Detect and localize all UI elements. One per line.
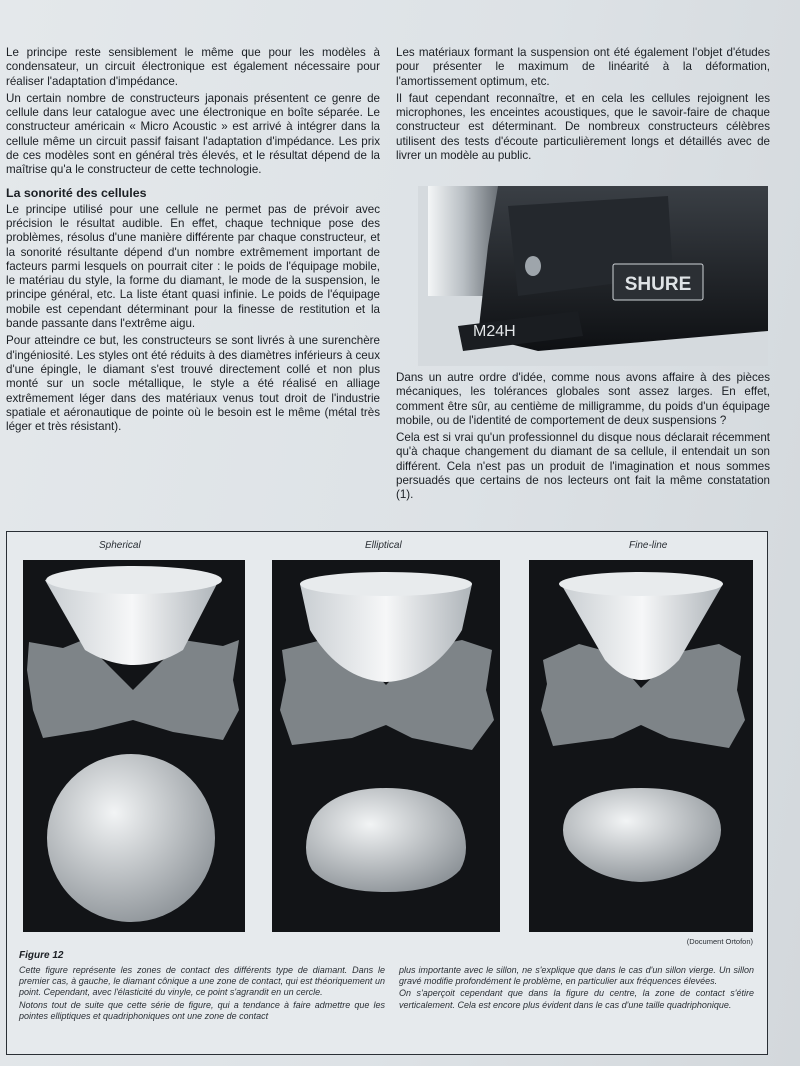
paragraph: Les matériaux formant la suspension ont été également l'objet d'études pour présenter le maximum de linéarité à la déformation, l'amortissement optimum, etc. bbox=[396, 46, 770, 88]
right-column-bottom bbox=[396, 371, 770, 506]
paragraph: Cela est si vrai qu'un professionnel du disque nous déclarait récemment qu'à chaque changement du diamant de sa cellule, il entendait un son différent. Cela n'est pas un produit de l'imagination et nous sommes persuadés que certains de nos lecteurs ont fait la même constatation (1). bbox=[396, 431, 770, 502]
figure-12 bbox=[6, 531, 768, 1055]
panel-spherical bbox=[23, 560, 245, 932]
paragraph: Un certain nombre de constructeurs japonais présentent ce genre de cellule dans leur catalogue avec une électronique en boîte séparée. Le constructeur américain « Micro Acoustic » est arrivé à intégrer dans la cellule même un circuit passif faisant l'adaptation d'impédance. Les prix de ces modèles sont en général très élevés, et le résultat dépend de la maîtrise qu'a le constructeur de cette technologie. bbox=[6, 91, 380, 177]
brand-text: SHURE bbox=[624, 274, 692, 295]
panel-fine-line bbox=[529, 560, 753, 932]
model-text: M24H bbox=[473, 323, 516, 340]
panel-elliptical bbox=[272, 560, 500, 932]
paragraph: Le principe utilisé pour une cellule ne permet pas de prévoir avec précision le résultat audible. En effet, chaque technique pose des problèmes, résolus d'une manière différente par chaque constructeur, et la sonorité résultante dépend d'un nombre extrêmement important de facteurs parmi lesquels on pourrait citer : le poids de l'équipage mobile, le matériau du style, la forme du diamant, le mode de la suspension, le principe général, etc. La liste étant quasi infinie. Le poids de l'équipage mobile est cependant déterminant pour la finesse de restitution et la bande passante dans l'extrême aigu. bbox=[6, 202, 380, 331]
caption-paragraph: On s'aperçoit cependant que dans la figure du centre, la zone de contact s'étire verticalement. Cela est encore plus évident dans le cas d'une taille quadriphonique. bbox=[399, 988, 754, 1010]
paragraph: Il faut cependant reconnaître, et en cela les cellules rejoignent les microphones, les enceintes acoustiques, que le savoir-faire de chaque constructeur est déterminant. De nombreux constructeurs célèbres utilisent des tests d'écoute particulièrement longs et détaillés avec de livrer un modèle au public. bbox=[396, 91, 770, 163]
section-heading: La sonorité des cellules bbox=[6, 185, 147, 200]
label-fine-line: Fine-line bbox=[629, 540, 668, 551]
paragraph: Dans un autre ordre d'idée, comme nous avons affaire à des pièces mécaniques, les tolérances globales sont assez larges. En effet, comment être sûr, au centième de milligramme, du poids d'un équipage mobile, ou de l'identité de comportement de deux suspensions ? bbox=[396, 371, 770, 427]
caption-left bbox=[19, 965, 385, 1023]
cartridge-photo bbox=[418, 186, 768, 366]
caption-right bbox=[399, 965, 754, 1012]
cartridge-illustration bbox=[418, 186, 768, 366]
left-column bbox=[6, 46, 380, 437]
label-elliptical: Elliptical bbox=[365, 540, 402, 551]
figure-credit: (Document Ortofon) bbox=[686, 937, 753, 946]
label-spherical: Spherical bbox=[99, 540, 141, 551]
paragraph: Pour atteindre ce but, les constructeurs se sont livrés à une surenchère d'ingéniosité. Les styles ont été réduits à des diamètres inférieurs à ceux d'une épingle, le diamant s'est trouvé directement collé et non plus monté sur un socle métallique, le style a été réalisé en alliage extrêmement léger dans des matériaux venus tout droit de l'industrie spatiale et aéronautique de pointe où le besoin est le même (métal très léger et très résistant). bbox=[6, 334, 380, 434]
caption-paragraph: plus importante avec le sillon, ne s'explique que dans le cas d'un sillon vierge. Un sillon gravé modifie profondément le problème, en particulier aux fréquences élevées. bbox=[399, 965, 754, 987]
caption-paragraph: Cette figure représente les zones de contact des différents type de diamant. Dans le premier cas, à gauche, le diamant cônique a une zone de contact, qui est théoriquement un point. Cependant, avec l'élasticité du vinyle, ce point s'agrandit en un cercle. bbox=[19, 965, 385, 998]
paragraph: Le principe reste sensiblement le même que pour les modèles à condensateur, un circuit électronique est également nécessaire pour réaliser l'adaptation d'impédance. bbox=[6, 46, 380, 88]
figure-title: Figure 12 bbox=[19, 950, 64, 961]
caption-paragraph: Notons tout de suite que cette série de figure, qui a tendance à faire admettre que les pointes elliptiques et quadriphoniques ont une zone de contact bbox=[19, 999, 385, 1021]
right-column-top bbox=[396, 46, 770, 166]
